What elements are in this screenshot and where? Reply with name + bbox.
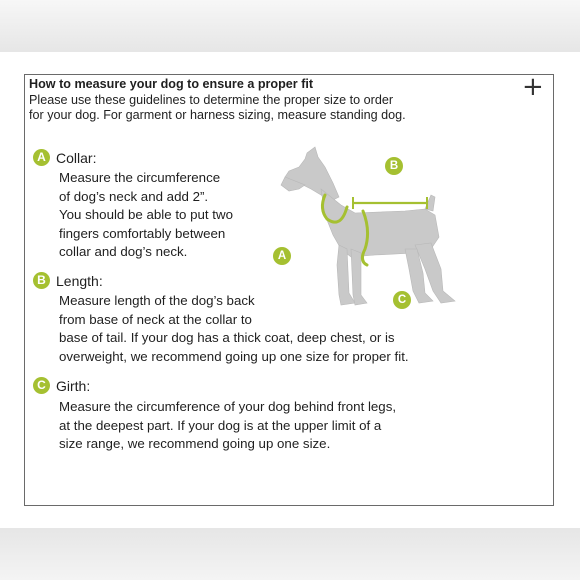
bottom-margin (0, 528, 580, 580)
collar-line: Measure the circumference (59, 170, 221, 185)
length-heading (33, 272, 103, 289)
girth-line: size range, we recommend going up one size. (59, 436, 331, 451)
length-line: base of tail. If your dog has a thick coat, deep chest, or is (59, 330, 395, 345)
badge-b: B (33, 272, 50, 289)
collar-instructions (59, 169, 233, 262)
length-line: from base of neck at the collar to (59, 311, 252, 327)
girth-line: Measure the circumference of your dog behind front legs, (59, 399, 397, 414)
collar-line: You should be able to put two (59, 207, 233, 222)
guide-header (29, 77, 406, 124)
guide-intro-line-2: for your dog. For garment or harness sizing, measure standing dog. (29, 108, 406, 122)
diagram-label-c: C (393, 291, 411, 309)
dog-silhouette-icon (255, 145, 465, 315)
top-margin (0, 0, 580, 52)
collar-line: collar and dog’s neck. (59, 244, 188, 259)
girth-line: at the deepest part. If your dog is at the upper limit of a (59, 417, 382, 433)
diagram-label-a: A (273, 247, 291, 265)
collar-line: of dog’s neck and add 2”. (59, 188, 209, 204)
collar-title: Collar: (56, 149, 97, 166)
dog-measurement-diagram (255, 145, 465, 315)
length-line: overweight, we recommend going up one size for proper fit. (59, 348, 409, 364)
girth-instructions (59, 398, 396, 454)
collar-line: fingers comfortably between (59, 225, 226, 241)
length-line: Measure length of the dog’s back (59, 293, 255, 308)
guide-intro-line-1: Please use these guidelines to determine the proper size to order (29, 92, 394, 107)
diagram-label-b: B (385, 157, 403, 175)
collar-heading (33, 149, 96, 166)
sizing-guide-card (24, 74, 554, 506)
girth-title: Girth: (56, 377, 91, 394)
badge-c: C (33, 377, 50, 394)
badge-a: A (33, 149, 50, 166)
girth-heading (33, 377, 90, 394)
guide-title: How to measure your dog to ensure a proper fit (29, 77, 314, 91)
length-title: Length: (56, 272, 103, 289)
plus-icon[interactable]: + (522, 72, 544, 102)
